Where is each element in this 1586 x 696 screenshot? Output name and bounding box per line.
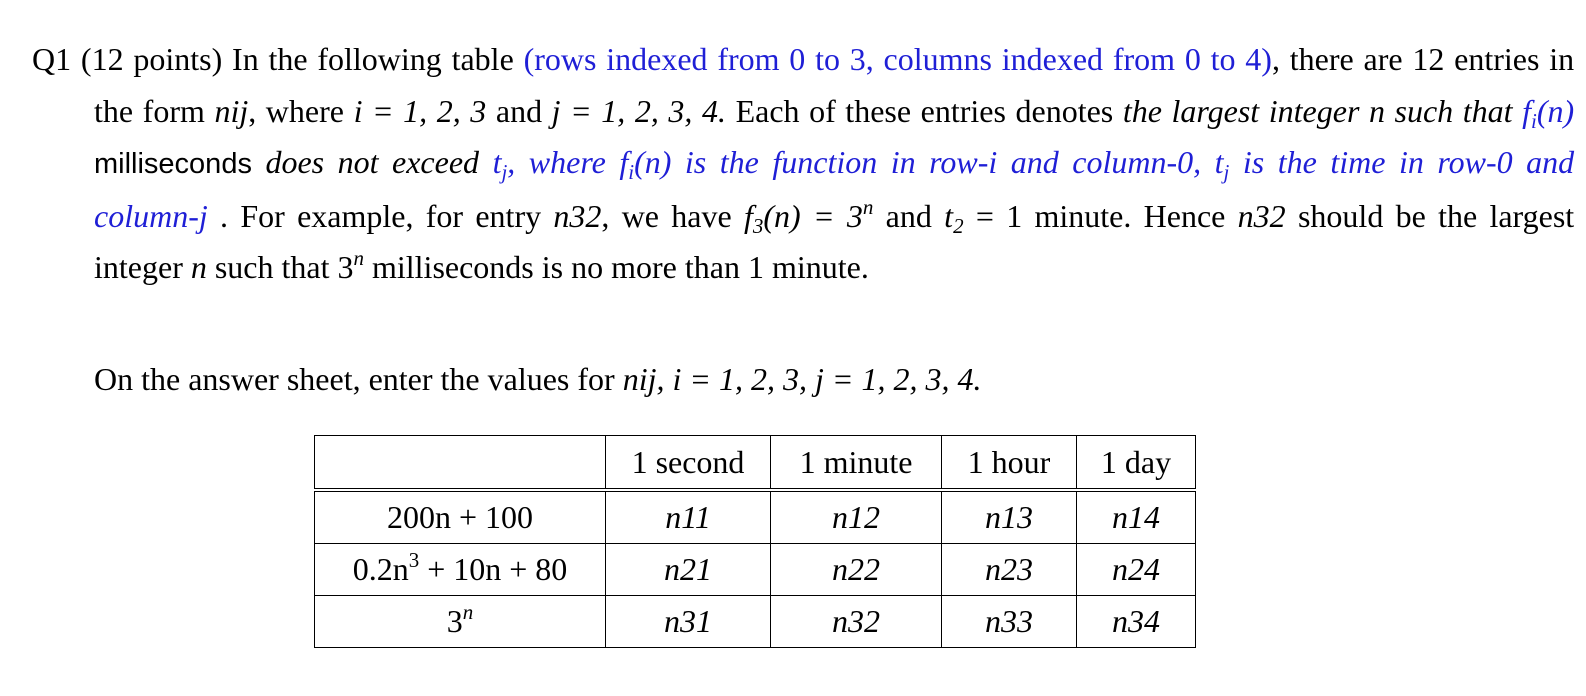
table-cell: n23: [942, 544, 1077, 596]
table-cell: n21: [606, 544, 771, 596]
question-paragraph: [32, 34, 1574, 294]
header-1-minute: 1 minute: [771, 436, 942, 491]
header-1-hour: 1 hour: [942, 436, 1077, 491]
row-function: 3$^n$: [315, 596, 606, 648]
i-equation: i = 1, 2, 3: [353, 92, 487, 129]
instruction-i: , i = 1, 2, 3,: [656, 361, 807, 397]
header-1-second: 1 second: [606, 436, 771, 491]
t2-equation: $t_2$: [944, 197, 964, 238]
table-row: [315, 490, 1196, 544]
hence-n32: n32: [1237, 197, 1286, 234]
we-have-text: , we have: [601, 197, 732, 234]
j-equation: j = 1, 2, 3, 4.: [551, 92, 726, 129]
instruction-text: On the answer sheet, enter the values for: [94, 361, 615, 397]
hence-text: Hence: [1143, 197, 1226, 234]
instruction-nij: nij: [622, 361, 657, 397]
table-cell: n22: [771, 544, 942, 596]
table-header-row: [315, 436, 1196, 491]
milliseconds-word: milliseconds: [94, 148, 252, 180]
row-function: $0.2n^3 + 10n + 80$: [315, 544, 606, 596]
var-nij: nij: [214, 92, 249, 129]
header-1-day: 1 day: [1077, 436, 1196, 491]
t2-value: = 1 minute.: [975, 197, 1132, 234]
question-points: (12 points): [80, 41, 223, 77]
question-number: Q1: [32, 41, 72, 77]
example-intro: For example, for entry: [240, 197, 542, 234]
period: .: [220, 197, 229, 234]
n-variable: n: [190, 249, 207, 285]
where-comma: , where: [507, 144, 606, 180]
instruction-line: [94, 355, 981, 403]
that-3n: that 3$^n$: [281, 246, 364, 285]
and-text: and: [495, 92, 543, 129]
t-j-2: $t_j$: [1214, 144, 1230, 184]
fi-of-n: $f_i(n)$: [1522, 92, 1575, 133]
entries-table: [314, 435, 1196, 648]
time-definition: is the time in row-0 and column-j: [94, 144, 1575, 234]
instruction-j: j = 1, 2, 3, 4.: [814, 361, 982, 397]
function-definition: is the function in row-i and column-0,: [684, 144, 1202, 180]
table-cell: n34: [1077, 596, 1196, 648]
header-corner: [315, 436, 606, 491]
largest-phrase: the largest integer n such that: [1122, 92, 1513, 129]
should-be-text: should be the largest integer: [94, 197, 1575, 285]
comma: ,: [1271, 41, 1280, 77]
each-entries-text: Each of these entries: [735, 92, 1006, 129]
and-text-2: and: [885, 197, 932, 234]
table-cell: n33: [942, 596, 1077, 648]
fi-of-n-2: $f_i(n)$: [619, 144, 672, 184]
table-cell: n24: [1077, 544, 1196, 596]
f3-equation: $f_3(n) = 3^n$: [744, 194, 874, 238]
table-cell: n13: [942, 490, 1077, 544]
entry-n32: n32: [553, 197, 602, 234]
t-j: $t_j$: [492, 144, 508, 184]
not-exceed-text: does not exceed: [265, 144, 480, 180]
table-cell: n11: [606, 490, 771, 544]
denotes-text: denotes: [1015, 92, 1114, 129]
line2-text: there are 12 entries in the form: [94, 41, 1575, 129]
table-cell: n14: [1077, 490, 1196, 544]
table-cell: n12: [771, 490, 942, 544]
table-cell: n31: [606, 596, 771, 648]
question-intro: In the following table: [232, 41, 514, 77]
table-row: [315, 596, 1196, 648]
tail-text: milliseconds is no more than 1 minute.: [371, 249, 869, 285]
row-function: 200n + 100: [315, 490, 606, 544]
index-note: (rows indexed from 0 to 3, columns indexed from 0 to 4): [523, 41, 1272, 77]
such-text: such: [214, 249, 274, 285]
table-cell: n32: [771, 596, 942, 648]
where-text: , where: [248, 92, 344, 129]
table-row: [315, 544, 1196, 596]
